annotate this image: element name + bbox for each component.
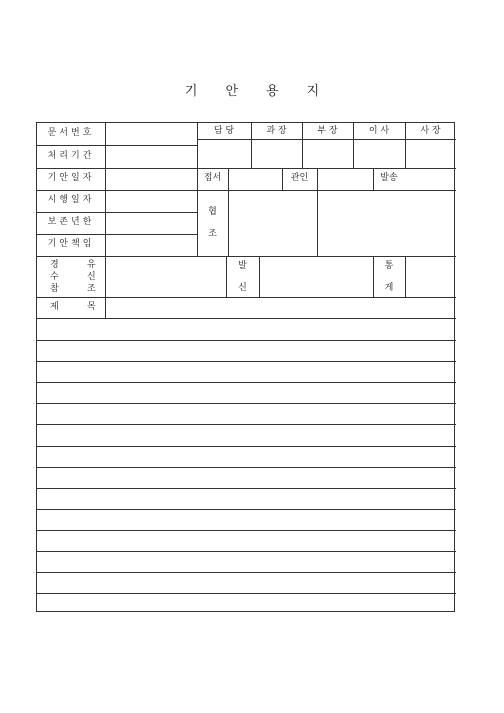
process-period-field[interactable] <box>106 146 196 167</box>
grid-line <box>405 256 406 297</box>
grid-line <box>317 168 318 256</box>
exec-date-field[interactable] <box>106 191 196 211</box>
grid-line <box>228 168 229 256</box>
doc-no-field[interactable] <box>106 124 196 144</box>
label-notify: 통 <box>384 261 394 271</box>
title-char: 기 <box>184 84 198 99</box>
label-routing: 경 <box>50 260 59 270</box>
responsible-field[interactable] <box>106 235 196 255</box>
form-title <box>0 80 504 99</box>
label-cooperation: 협 <box>208 207 217 217</box>
label-routing: 조 <box>87 284 96 294</box>
label-exec-date: 시행일자 <box>47 195 95 205</box>
label-responsible: 기안책임 <box>47 239 95 249</box>
label-subject: 목 <box>87 302 96 312</box>
approval-header-president: 사 장 <box>420 126 441 136</box>
label-seal: 관인 <box>290 173 309 183</box>
label-dispatch: 발송 <box>380 173 398 183</box>
title-char: 용 <box>266 84 279 99</box>
label-routing: 신 <box>87 272 96 282</box>
approval-header-director: 이 사 <box>368 126 390 136</box>
draft-date-field[interactable] <box>106 169 196 189</box>
label-receipt: 접서 <box>203 173 222 183</box>
label-process-period: 처리기간 <box>47 151 95 161</box>
title-char: 안 <box>225 84 238 99</box>
body-text-area[interactable] <box>38 319 455 611</box>
grid-line <box>37 168 456 169</box>
grid-line <box>197 139 456 140</box>
subject-field[interactable] <box>106 298 455 317</box>
label-send: 신 <box>238 283 247 293</box>
grid-line <box>259 256 260 297</box>
label-send: 발 <box>238 261 247 271</box>
approval-header-staff: 담 당 <box>213 126 235 136</box>
approval-header-dept-head: 부 장 <box>317 126 338 136</box>
approval-header-section-chief: 과 장 <box>266 126 287 136</box>
retention-field[interactable] <box>106 213 196 233</box>
label-doc-no: 문서번호 <box>47 128 95 138</box>
label-cooperation: 조 <box>208 229 217 239</box>
label-routing: 유 <box>87 260 96 270</box>
label-routing: 수 <box>50 272 59 282</box>
grid-line <box>37 256 456 257</box>
label-routing: 참 <box>50 284 59 294</box>
label-retention: 보존년한 <box>47 217 95 227</box>
label-subject: 제 <box>50 302 59 312</box>
grid-line <box>37 190 456 191</box>
form-frame <box>36 122 455 612</box>
label-draft-date: 기안일자 <box>47 173 95 183</box>
label-notify: 게 <box>384 283 394 293</box>
title-char: 지 <box>306 84 320 99</box>
